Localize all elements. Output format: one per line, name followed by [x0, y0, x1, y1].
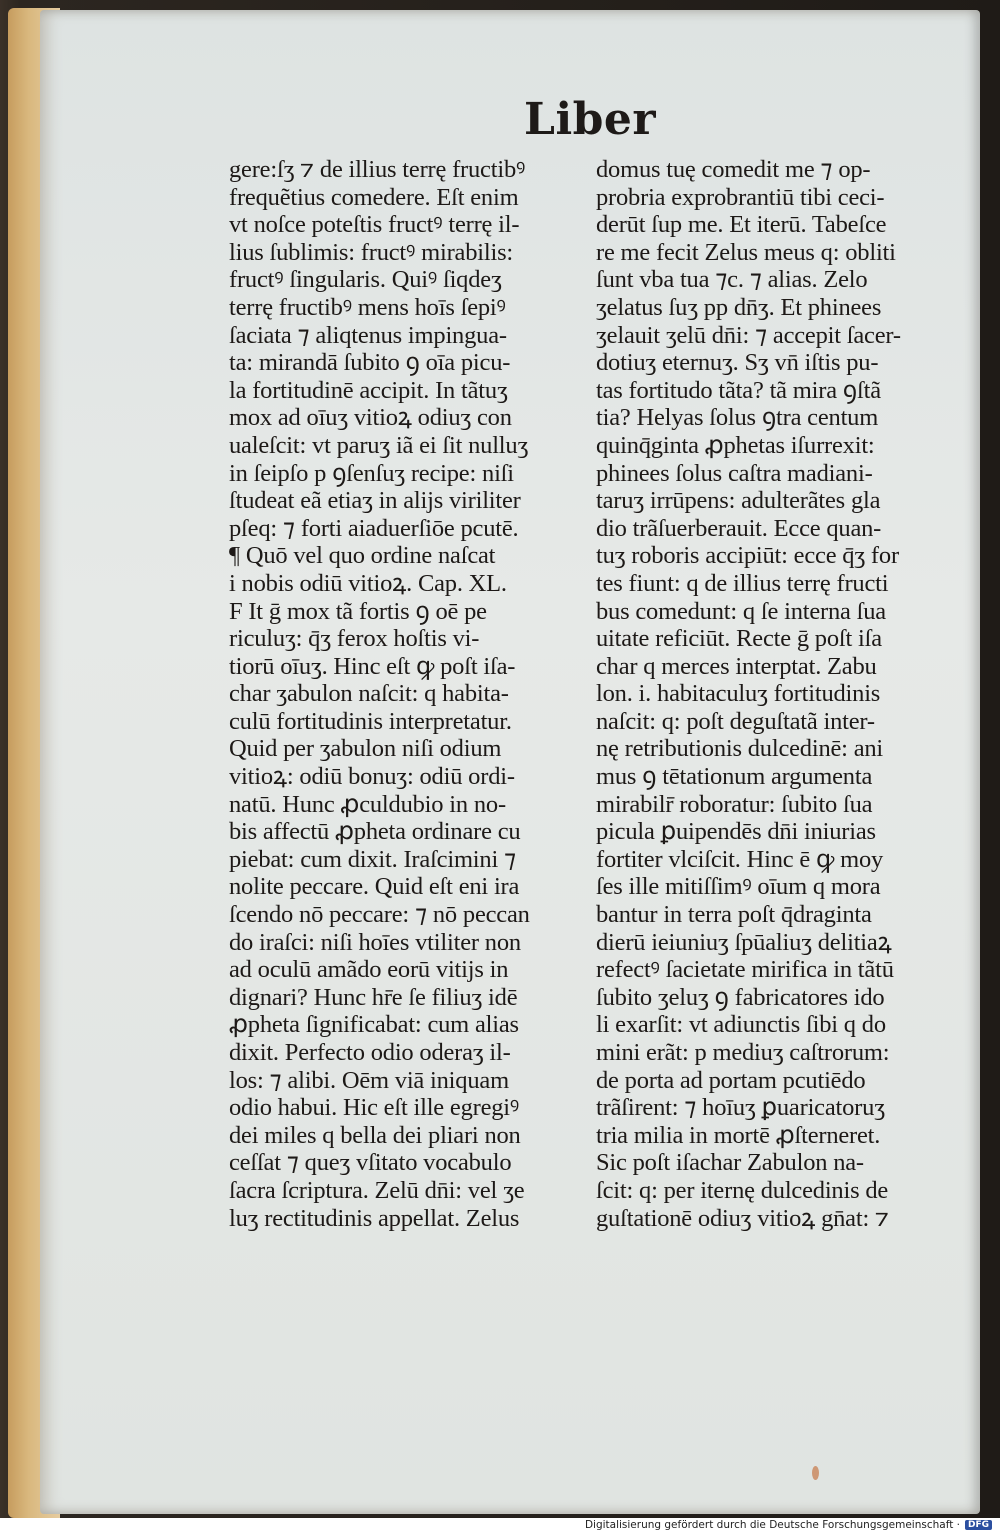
text-line: nę retributionis dulcedinē: ani — [596, 735, 884, 763]
text-line: bantur in terra poſt q̄draginta — [596, 901, 872, 929]
text-line: luʒ rectitudinis appellat. Zelus — [229, 1204, 520, 1232]
text-line: frequẽtius comedere. Eſt enim — [229, 183, 519, 211]
show-through-ink — [740, 80, 1000, 160]
text-line: phinees ſolus caſtra madiani- — [596, 459, 873, 487]
text-line: quinq̄ginta ꝓphetas iſurrexit: — [596, 431, 875, 459]
text-line: domus tuę comedit me ⁊ op- — [596, 156, 871, 183]
text-line: mox ad oīuʒ vitioꝝ odiuʒ con — [229, 404, 512, 432]
text-line: tas fortitudo tãta? tã mira ꝯſtã — [596, 376, 881, 404]
text-line: dixit. Perfecto odio oderaʒ il- — [229, 1039, 511, 1066]
text-line: pſeq: ⁊ forti aiaduerſiōe pcutē. — [229, 514, 519, 542]
text-line: dierū ieiuniuʒ ſpūaliuʒ delitiaꝝ — [596, 928, 892, 956]
text-line: ualeſcit: vt paruʒ iã ei ſit nulluʒ — [229, 431, 529, 459]
text-line: de porta ad portam pcutiēdo — [596, 1066, 866, 1094]
text-line: taruʒ irrūpens: adulterãtes gla — [596, 487, 881, 515]
text-line: F It ḡ mox tã fortis ꝯ oē pe — [229, 597, 487, 625]
text-line: ſubito ʒeluʒ ꝯ fabricatores ido — [596, 983, 885, 1011]
dfg-logo: DFG — [965, 1520, 992, 1530]
text-line: Quid per ʒabulon niſi odium — [229, 735, 502, 763]
text-line: ſcit: q: per iternę dulcedinis de — [596, 1176, 889, 1204]
text-line: ſaciata ⁊ aliqtenus impingua- — [229, 321, 507, 349]
text-line: ʒelatus ſuʒ pp dn̄ʒ. Et phinees — [596, 293, 882, 321]
text-line: derūt ſup me. Et iterū. Tabeſce — [596, 211, 887, 239]
text-line: do iraſci: niſi hoīes vtiliter non — [229, 928, 521, 956]
text-line: vt noſce poteſtis fructꝰ terrę il- — [229, 211, 520, 239]
ink-stain — [812, 1466, 819, 1480]
text-line: bis affectū ꝓpheta ordinare cu — [229, 818, 521, 846]
text-line: ꝓpheta ſignificabat: cum alias — [229, 1011, 519, 1039]
text-line: uitate reficiūt. Recte ḡ poſt iſa — [596, 625, 882, 653]
text-line: dio trãſuerberauit. Ecce quan- — [596, 514, 882, 542]
text-line: riculuʒ: q̄ʒ ferox hoſtis vi- — [229, 625, 480, 653]
text-line: refectꝰ ſacietate mirifica in tãtū — [596, 956, 894, 984]
text-line: guſtationē odiuʒ vitioꝝ gn̄at: ⁊ — [596, 1204, 889, 1232]
text-line: tiorū oīuʒ. Hinc eſt ꝙ poſt iſa- — [229, 652, 516, 680]
text-line: re me fecit Zelus meus q: obliti — [596, 238, 896, 266]
text-line: piebat: cum dixit. Iraſcimini ⁊ — [229, 845, 516, 873]
text-line: mirabilr̄ roboratur: ſubito ſua — [596, 790, 873, 818]
text-line: ceſſat ⁊ queʒ vſitato vocabulo — [229, 1149, 512, 1177]
footer-bar — [0, 1518, 1000, 1534]
text-line: in ſeipſo p ꝯſenſuʒ recipe: niſi — [229, 459, 514, 487]
text-line: char ʒabulon naſcit: q habita- — [229, 680, 509, 708]
text-line: mini erãt: p mediuʒ caſtrorum: — [596, 1039, 890, 1066]
text-line: fortiter vlciſcit. Hinc ē ꝙ moy — [596, 845, 884, 873]
text-line: los: ⁊ alibi. Oēm viā iniquam — [229, 1066, 509, 1094]
text-line: dignari? Hunc hr̄e ſe filiuʒ idē — [229, 983, 518, 1011]
text-line: ſes ille mitiſſimꝰ oīum q mora — [596, 873, 881, 901]
footer-credit: Digitalisierung gefördert durch die Deutsche Forschungsgemeinschaft · — [584, 1519, 960, 1531]
text-line: nolite peccare. Quid eſt eni ira — [229, 873, 520, 901]
text-line: bus comedunt: q ſe interna ſua — [596, 597, 886, 625]
text-line: vitioꝝ: odiū bonuʒ: odiū ordi- — [229, 763, 515, 791]
text-line: ¶ Quō vel quo ordine naſcat — [229, 542, 496, 570]
text-line: lius ſublimis: fructꝰ mirabilis: — [229, 238, 514, 266]
text-line: natū. Hunc ꝓculdubio in no- — [229, 790, 506, 818]
text-line: ta: mirandā ſubito ꝯ oīa picu- — [229, 349, 511, 377]
text-line: gere:ſʒ ⁊ de illius terrę fructibꝰ — [229, 156, 526, 183]
left-text-column — [229, 156, 569, 1232]
text-line: ſtudeat eã etiaʒ in alijs viriliter — [229, 487, 521, 515]
text-line: ſacra ſcriptura. Zelū dn̄i: vel ʒe — [229, 1176, 525, 1204]
running-head: Liber — [524, 94, 657, 145]
text-line: picula ꝑuipendēs dn̄i iniurias — [596, 818, 876, 846]
text-line: tes fiunt: q de illius terrę fructi — [596, 569, 889, 597]
text-line: tia? Helyas ſolus ꝯtra centum — [596, 404, 879, 432]
text-line: la fortitudinē accipit. In tãtuʒ — [229, 376, 508, 404]
text-line: li exarſit: vt adiunctis ſibi q do — [596, 1011, 886, 1039]
text-line: fructꝰ ſingularis. Quiꝰ ſiqdeʒ — [229, 266, 502, 294]
text-line: tuʒ roboris accipiūt: ecce q̄ʒ for — [596, 542, 899, 570]
text-line: ſcendo nō peccare: ⁊ nō peccan — [229, 901, 530, 929]
right-text-column — [596, 156, 941, 1232]
text-line: naſcit: q: poſt deguſtatã inter- — [596, 707, 875, 735]
text-line: tria milia in mortē ꝓſterneret. — [596, 1121, 881, 1149]
text-line: dei miles q bella dei pliari non — [229, 1121, 521, 1149]
text-line: Sic poſt iſachar Zabulon na- — [596, 1149, 864, 1177]
text-line: trãſirent: ⁊ hoīuʒ ꝑuaricatoruʒ — [596, 1094, 885, 1122]
text-line: mus ꝯ tētationum argumenta — [596, 763, 873, 791]
text-line: char q merces interptat. Zabu — [596, 652, 877, 680]
text-line: dotiuʒ eternuʒ. Sʒ vn̄ iſtis pu- — [596, 349, 879, 377]
text-line: ʒelauit ʒelū dn̄i: ⁊ accepit ſacer- — [596, 321, 901, 349]
text-line: culū fortitudinis interpretatur. — [229, 707, 512, 735]
text-line: i nobis odiū vitioꝝ. Cap. XL. — [229, 569, 507, 597]
text-line: odio habui. Hic eſt ille egregiꝰ — [229, 1094, 520, 1122]
text-line: ſunt vba tua ⁊c. ⁊ alias. Zelo — [596, 266, 868, 294]
text-line: ad oculū amãdo eorū vitijs in — [229, 956, 509, 984]
text-line: probria exprobrantiū tibi ceci- — [596, 183, 885, 211]
text-line: lon. i. habitaculuʒ fortitudinis — [596, 680, 881, 708]
text-line: terrę fructibꝰ mens hoīs ſepiꝰ — [229, 293, 506, 321]
